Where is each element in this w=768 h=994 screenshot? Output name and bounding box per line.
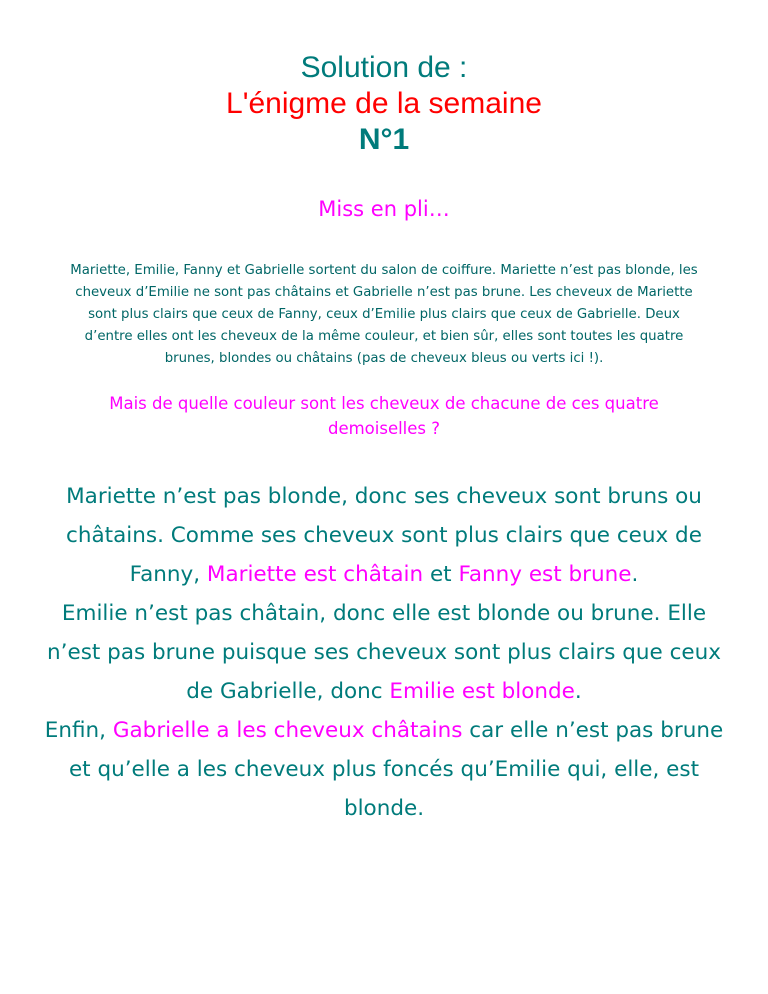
riddle-question: Mais de quelle couleur sont les cheveux de chacune de ces quatre demoiselles ? (109, 394, 659, 438)
solution-paragraph-2 (40, 594, 728, 711)
solution-text-segment: . (631, 562, 639, 587)
solution-text-segment: Enfin, (44, 718, 113, 743)
solution-text-segment: Mariette n’est pas blonde, donc ses cheveux sont bruns ou châtains. Comme ses cheveux sont plus clairs que ceux de Fanny, (66, 484, 702, 587)
solution-paragraph-1 (40, 477, 728, 594)
solution-highlight: Emilie est blonde (389, 679, 575, 704)
riddle-statement: Mariette, Emilie, Fanny et Gabrielle sortent du salon de coiffure. Mariette n’est pas blonde, les cheveux d’Emilie ne sont pas châtains et Gabrielle n’est pas brune. Les cheveux de Mariette sont plus clairs que ceux de Fanny, ceux d’Emilie plus clairs que ceux de Gabrielle. Deux d’entre elles ont les cheveux de la même couleur, et bien sûr, elles sont toutes les quatre brunes, blondes ou châtains (pas de cheveux bleus ou verts ici !). (70, 263, 698, 366)
title-line-solution: Solution de : (300, 51, 468, 84)
solution-highlight: Gabrielle a les cheveux châtains (112, 718, 463, 743)
solution-text-segment: . (574, 679, 582, 704)
solution-text-segment: car elle n’est pas brune et qu’elle a les cheveux plus foncés qu’Emilie qui, elle, est blonde. (68, 718, 724, 821)
solution-text-segment: et (423, 562, 459, 587)
solution-highlight: Mariette est châtain (206, 562, 424, 587)
solution-text (40, 477, 728, 828)
page-title (0, 50, 768, 158)
title-line-number: N°1 (358, 123, 410, 156)
solution-highlight: Fanny est brune (458, 562, 632, 587)
solution-text-segment: Emilie n’est pas châtain, donc elle est blonde ou brune. Elle n’est pas brune puisque ses cheveux sont plus clairs que ceux de Gabrielle, donc (47, 601, 721, 704)
title-line-enigme: L'énigme de la semaine (226, 87, 542, 120)
solution-paragraph-3 (40, 711, 728, 828)
riddle-subtitle: Miss en pli… (318, 197, 450, 221)
